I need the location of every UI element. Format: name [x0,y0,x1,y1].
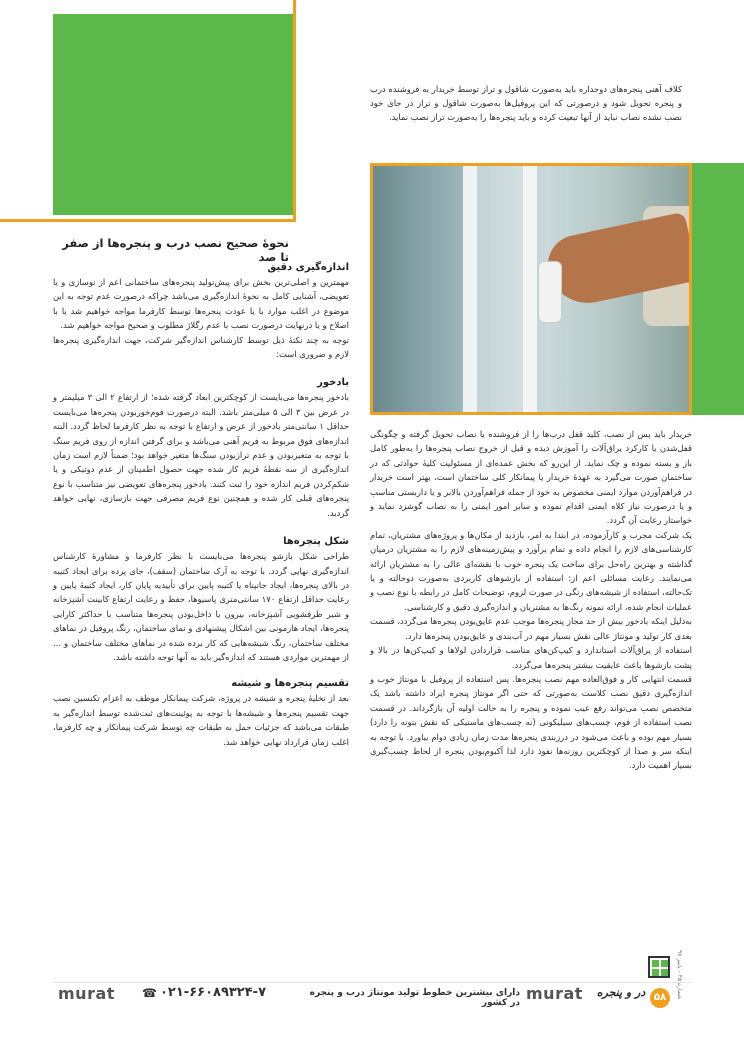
section-body-distribution [53,691,349,749]
section-body-window-shape [53,549,349,664]
paragraph: بعد از تخلیۀ پنجره و شیشه در پروژه، شرکت پیمانکار موظف به اعزام تکنسین نصب جهت تقسیم پنجره‌ها و شیشه‌ها با توجه به پوئینت‌های ثبت‌شده توسط اندازه‌گیر به طبقات می‌باشد که جزئیات حمل به طبقات چه توسط شرکت پیمانکار و چه کارفرما، اغلب زمان قرارداد نهایی خواهد شد. [53,693,349,747]
paragraph: یک شرکت مجرب و کارآزموده، در ابتدا به امر، بازدید از مکان‌ها و پروژه‌های مشتریان، تمام کارشناسی‌های لازم را انجام داده و تمام برآورد و پیش‌زمینه‌های لازم را به مشتریان درمیان گذاشته و بهترین راه‌حل برای ساخت یک پنجره خوب با نقشه‌ای عالی را به مشتریان ارائه می‌نمایند. رعایت مسائلی اعم از: استفاده از بازشوهای کاربردی به‌صورت دوحالته و یا تک‌حالته، استفاده از شیشه‌های رنگی در صورت لزوم، توضیحات کامل در رابطه با نوع نصب و عملیات انجام شده، ارائه نمونه رنگ‌ها به مشتریان و اندازه‌گیری دقیق و کارشناسی. [370,529,692,612]
photo-frame-right [523,166,537,412]
paragraph: به‌دلیل اینکه بادخور بیش از حد مجاز پنجره‌ها موجب عدم عایق‌بودن پنجره‌ها می‌گردد، قسمت بعدی کار تولید و مونتاژ عالی نقش بسیار مهم در آب‌بندی و عایق‌بودن پنجره‌ها دارد. [370,616,692,641]
murat-logo-left [58,984,115,1003]
magazine-brand: در و پنجره [596,986,646,999]
footer-tagline: دارای بیشترین خطوط تولید مونتاژ درب و پنجره در کشور [309,988,520,1008]
section-heading-measurement: اندازه‌گیری دقیق [267,262,349,273]
decorative-orange-line-vertical [293,0,296,222]
left-column [53,262,349,749]
paragraph: طراحی شکل بازشو پنجره‌ها می‌بایست با نظر کارفرما و مشاورۀ کارشناس اندازه‌گیری نهایی گردد. با توجه به آرک ساختمان (سقف)، جای پرده برای ایجاد کتیبه در بالای پنجره‌ها، ایجاد جانپناه یا کتیبه پایین برای تأییدیه پایان کار، ایجاد کتیبۀ پایین و رعایت حداقل ارتفاع ۱۷۰ سانتی‌متری پاسیوها، حفظ و رعایت ارتفاع کابینت آشپزخانه و شیر ظرفشویی آشپزخانه، بیرون یا داخل‌بودن پنجره‌ها متناسب با حداکثر کارایی پنجره‌ها، ایجاد هارمونی بین اشکال پیشنهادی و نمای ساختمان، رنگ پروفیل در نماهای مختلف ساختمان، رنگ شیشه‌هایی که کار برده شده در نماهای مختلف ساختمان و ... از مهمترین مواردی هستند که اندازه‌گیر باید به آنها توجه داشته باشد. [53,551,349,662]
page-number: ۵۸ [650,988,670,1008]
paragraph: مهمترین و اصلی‌ترین بخش برای پیش‌تولید پنجره‌های ساختمانی اعم از نوسازی و یا تعویضی، آشنایی کامل به نحوۀ اندازه‌گیری می‌باشد چراکه درصورت عدم توجه به این موضوع در اغلب موارد با یا عودت پنجره‌ها توسط کارفرما مواجه خواهیم شد یا با اصلاح و یا درنهایت درصورت نصب با عدم رگلاژ مطلوب و صحیح مواجه خواهیم شد. [53,277,349,331]
paragraph: خریدار باید پس از نصب، کلید قفل درب‌ها را از فروشنده یا نصاب تحویل گرفته و چگونگی قفل‌شدن یا کارکرد یراق‌آلات را آموزش دیده و قبل از خروج نصاب پنجره‌ها را به‌طور کامل باز و بسته نموده و چک نماید. از این‌رو که بخش عمده‌ای از مسئولیت کلیۀ حوادثی که در ساختمان صورت می‌گیرد به عهدۀ خریدار یا پیمانکار کلی ساختمان است، بهتر است خریدار در فراهم‌آوردن موارد ایمنی مخصوص به خود از جمله فراهم‌آوردن بالابر و یا داربستی مناسب و یا درصورت نیاز کلاه ایمنی اقدام نموده و سایر امور ایمنی را به نصاب گوشزد نماید و خواستار رعایت آن گردد. [370,429,692,526]
intro-text: کلاف آهنی پنجره‌های دوجداره باید به‌صورت شاقول و تراز توسط خریدار به فروشنده درب و پنجره تحویل شود و درصورتی که این پروفیل‌ها به‌صورت شاقول و تراز در جای خود نصب نشده نصاب نباید از آنها تبعیت کرده و باید پنجره‌ها را به‌صورت تراز نصب نماید. [370,84,682,123]
section-heading-window-shape: شکل پنجره‌ها [283,536,349,548]
logo-text: murat [526,984,583,1003]
intro-paragraph [370,82,682,125]
paragraph: قسمت انتهایی کار و فوق‌العاده مهم نصب پنجره‌ها. پس استفاده از پروفیل با مونتاژ خوب و اندازه‌گیری دقیق نصب کلاست به‌صورتی که حتی اگر مونتاژ پنجره ایراد داشته باشد یک متخصص نصب می‌تواند رفع عیب نموده و پنجره را به حالت اولیه آن بازگرداند. در قسمت نصب استفاده از فوم، چسب‌های سیلیکونی (نه چسب‌های ماستیکی که نقش بتونه را دارد) بسیار مهم بوده و باعث می‌شود در درزبندی پنجره‌ها مدت زمان زیادی دوام بیاورد. با توجه به اینکه سر و صدا از کوچکترین روزنه‌ها نفوذ دارد لذا آکبوم‌بودن پنجره از لحاظ چسب‌گیری بسیار اهمیت دارد. [370,673,692,771]
paragraph: استفاده از یراق‌آلات استاندارد و کیپ‌کن‌های مناسب قراردادن لولاها و کیپ‌کن‌ها در بالا و پشت بازشوها باعث عایقیت بیشتر پنجره‌ها می‌گردد. [370,645,692,670]
article-title: نحوۀ صحیح نصب درب و پنجره‌ها از صفر تا صد [62,236,289,264]
decorative-green-block [53,14,294,215]
section-heading-clearance: بادخور [317,377,349,389]
photo-glass [477,166,523,412]
paragraph: بادخور پنجره‌ها می‌بایست از کوچکترین ابعاد گرفته شده؛ از ارتفاع ۲ الی ۳ میلیمتر و در عرض بین ۳ الی ۵ میلی‌متر باشد. البته درصورت فوم‌خوربودن پنجره‌ها می‌بایست حداقل ۱ سانتی‌متر بادخور از عرض و ارتفاع با توجه به نظر کارفرما لحاظ گردد. البته اندازه‌های فوق مربوط به فریم آهنی می‌باشد و برای گرفتن اندازه از روی فریم سنگ با توجه به متغیربودن و عدم ترازبودن سنگ‌ها متغیر خواهد بود؛ ضمناً لازم است زمان اندازه‌گیری از سه نقطۀ فریم کار شده جهت حصول اطمینان از عدم دوتیکی و یا شکم‌کردن فریم اندازه خود را ثبت کنند. بادخور پنجره‌های تعویضی نیز متناسب با نوع پنجره‌های قبلی کار شده و همچنین نوع فریم مصرفی جهت بازسازی، نهایی خواهد گردید. [53,392,350,518]
logo-text: murat [58,984,115,1003]
footer-divider [53,982,693,983]
phone-icon: ☎ [142,986,157,1000]
section-body-clearance [53,390,349,520]
window-handle-photo [370,163,692,415]
decorative-orange-line-horizontal [0,219,296,222]
section-body-measurement [53,275,349,361]
photo-window-handle [538,261,562,323]
section-heading-distribution: تقسیم پنجره‌ها و شیشه [231,678,349,690]
paragraph: توجه به چند نکتۀ ذیل توسط کارشناس اندازه‌گیر شرکت، جهت اندازه‌گیری پنجره‌ها لازم و ضروری است: [53,334,349,360]
footer-phone: ۰۲۱-۶۶۰۸۹۳۲۴-۷ [160,985,267,1000]
murat-logo-right [526,984,583,1003]
right-column [370,427,692,773]
issue-info: شماره ۴۵ - پاییز ۹۷ [676,950,683,1000]
decorative-green-strip [692,163,744,415]
magazine-logo-icon [648,956,670,978]
photo-frame-left [463,166,477,412]
